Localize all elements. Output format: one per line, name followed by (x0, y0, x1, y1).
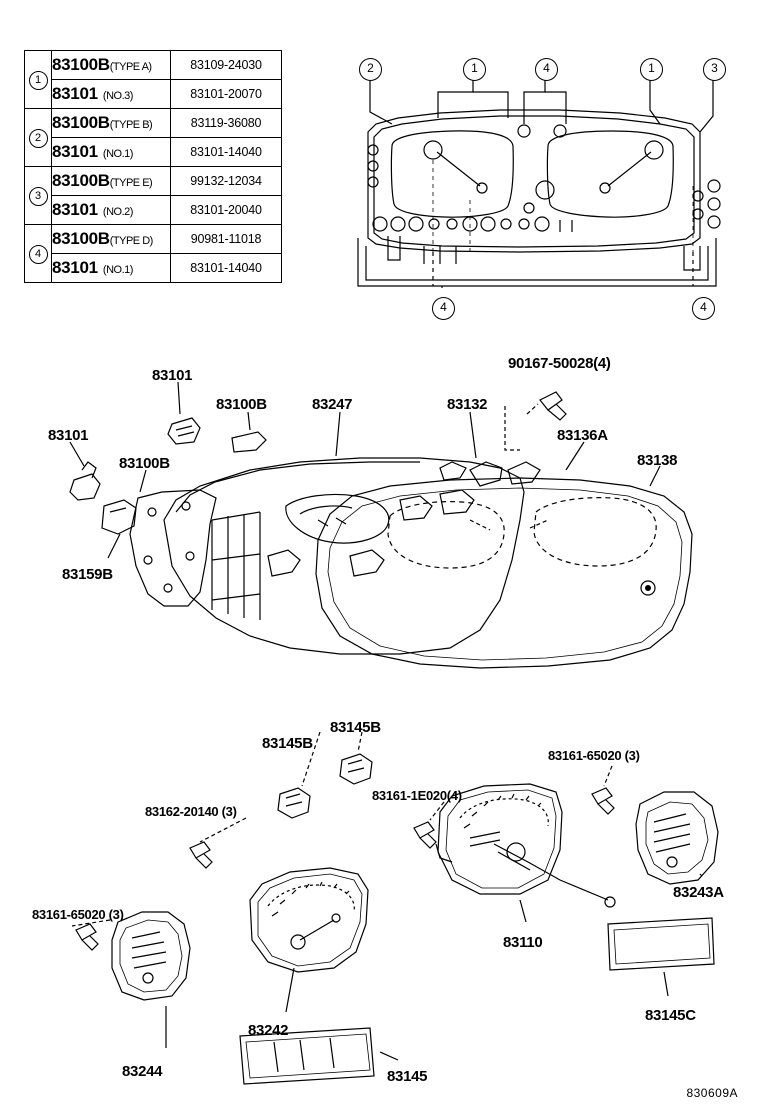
part-label-83243A: 83243A (673, 884, 724, 901)
callout-balloon: 4 (692, 297, 715, 320)
part-type: (NO.3) (102, 90, 133, 102)
group-number-cell (25, 109, 52, 167)
part-code-cell: 83101-20040 (171, 196, 282, 225)
part-number: 83100B (52, 55, 110, 74)
part-label-83110: 83110 (503, 934, 543, 951)
part-code-cell: 83119-36080 (171, 109, 282, 138)
part-label-83136A: 83136A (557, 427, 608, 444)
part-number: 83100B (52, 113, 110, 132)
part-label-83101-upper: 83101 (152, 367, 193, 384)
circle-number: 3 (29, 187, 48, 206)
part-label-83145C: 83145C (645, 1007, 696, 1024)
part-label-83138: 83138 (637, 452, 678, 469)
part-label-83162-20140: 83162-20140 (3) (145, 804, 237, 819)
part-label-83159B: 83159B (62, 566, 113, 583)
part-name-cell (52, 109, 171, 138)
table-row (25, 167, 282, 196)
part-number: 83101 (52, 200, 98, 219)
table-row (25, 225, 282, 254)
part-label-83161-65020-right: 83161-65020 (3) (548, 748, 640, 763)
part-label-83100B-upper: 83100B (216, 396, 267, 413)
part-label-83145B-left: 83145B (262, 735, 313, 752)
part-label-83242: 83242 (248, 1022, 289, 1039)
part-name-cell (52, 196, 171, 225)
callout-balloon: 4 (535, 58, 558, 81)
part-code-cell: 83101-14040 (171, 138, 282, 167)
part-number: 83100B (52, 229, 110, 248)
part-type: (TYPE B) (109, 119, 153, 131)
part-code-cell: 83101-20070 (171, 80, 282, 109)
table-row (25, 138, 282, 167)
part-label-90167-50028: 90167-50028(4) (508, 355, 611, 372)
circle-number: 1 (29, 71, 48, 90)
part-label-83100B-left: 83100B (119, 455, 170, 472)
part-type: (NO.1) (102, 148, 133, 160)
callout-balloon: 1 (463, 58, 486, 81)
part-name-cell (52, 254, 171, 283)
part-label-83132: 83132 (447, 396, 488, 413)
part-label-83161-1E020: 83161-1E020(4) (372, 788, 462, 803)
part-number: 83100B (52, 171, 110, 190)
part-number: 83101 (52, 258, 98, 277)
part-code-cell: 90981-11018 (171, 225, 282, 254)
group-number-cell (25, 167, 52, 225)
part-label-83145B-right: 83145B (330, 719, 381, 736)
table-row (25, 109, 282, 138)
table-row (25, 254, 282, 283)
part-number: 83101 (52, 84, 98, 103)
table-row (25, 80, 282, 109)
part-name-cell (52, 138, 171, 167)
part-name-cell (52, 167, 171, 196)
callout-balloon: 3 (703, 58, 726, 81)
parts-table (24, 50, 282, 283)
part-number: 83101 (52, 142, 98, 161)
circle-number: 4 (29, 245, 48, 264)
part-label-83247: 83247 (312, 396, 353, 413)
callout-balloon: 1 (640, 58, 663, 81)
part-name-cell (52, 80, 171, 109)
part-type: (TYPE A) (109, 61, 152, 73)
group-number-cell (25, 225, 52, 283)
table-row (25, 51, 282, 80)
callout-balloon: 4 (432, 297, 455, 320)
part-type: (NO.1) (102, 264, 133, 276)
table-row (25, 196, 282, 225)
part-type: (TYPE E) (109, 177, 153, 189)
part-type: (NO.2) (102, 206, 133, 218)
part-label-83161-65020-left: 83161-65020 (3) (32, 907, 124, 922)
part-name-cell (52, 225, 171, 254)
part-type: (TYPE D) (109, 235, 153, 247)
part-label-83244: 83244 (122, 1063, 163, 1080)
callout-balloon: 2 (359, 58, 382, 81)
part-code-cell: 99132-12034 (171, 167, 282, 196)
diagram-reference-code: 830609A (686, 1086, 738, 1100)
circle-number: 2 (29, 129, 48, 148)
part-code-cell: 83109-24030 (171, 51, 282, 80)
group-number-cell (25, 51, 52, 109)
part-code-cell: 83101-14040 (171, 254, 282, 283)
part-label-83145: 83145 (387, 1068, 428, 1085)
part-label-83101-left: 83101 (48, 427, 89, 444)
part-name-cell (52, 51, 171, 80)
